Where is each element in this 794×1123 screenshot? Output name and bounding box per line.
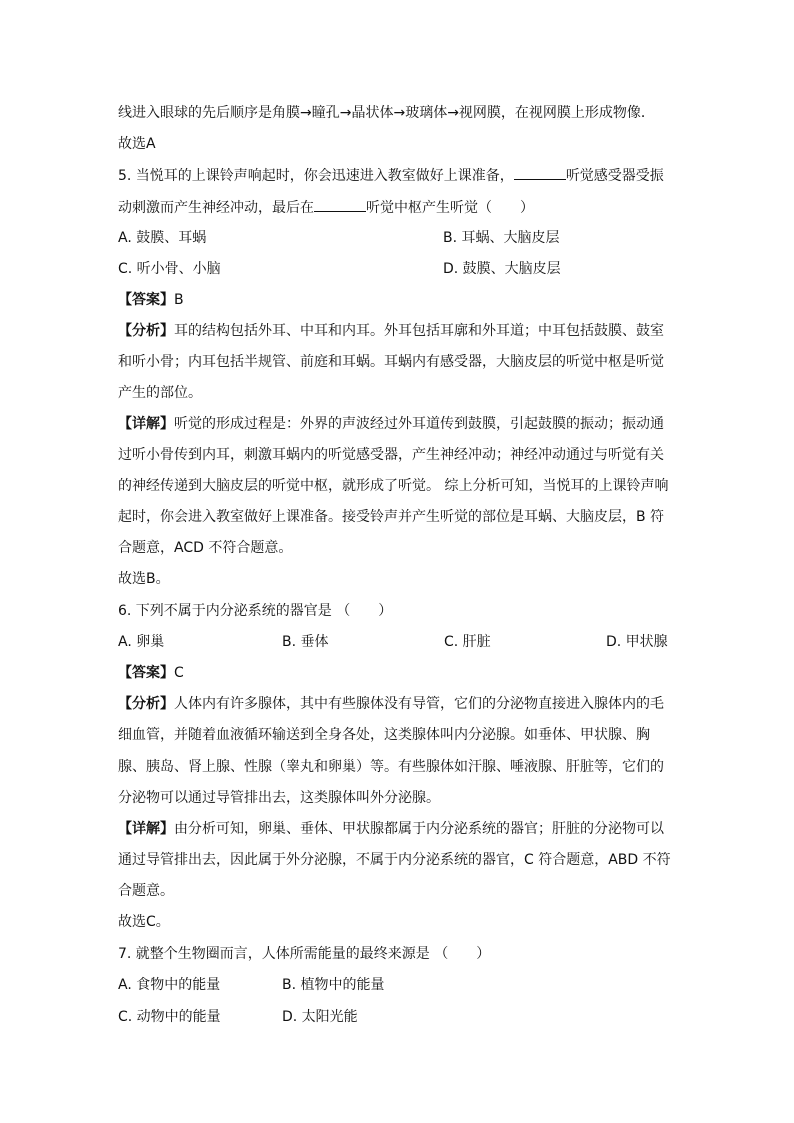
question-5-text: 动刺激而产生神经冲动，最后在 bbox=[118, 200, 314, 216]
analysis-text: 耳的结构包括外耳、中耳和内耳。外耳包括耳廓和外耳道；中耳包括鼓膜、鼓室 bbox=[174, 323, 664, 339]
detail-text: 合题意。 bbox=[118, 883, 174, 899]
detail-text: 听觉的形成过程是：外界的声波经过外耳道传到鼓膜，引起鼓膜的振动；振动通 bbox=[174, 416, 664, 432]
analysis-line bbox=[118, 321, 664, 341]
detail-text: 通过导管排出去，因此属于外分泌腺，不属于内分泌系统的器官，C 符合题意，ABD 不符 bbox=[118, 852, 671, 868]
question-5-line-1 bbox=[118, 165, 664, 186]
fill-blank bbox=[514, 165, 566, 180]
answer-selection: 故选A bbox=[118, 136, 156, 152]
option-d: D. 太阳光能 bbox=[282, 1009, 358, 1025]
option-c: C. 听小骨、小脑 bbox=[118, 261, 221, 277]
detail-label: 【详解】 bbox=[118, 416, 174, 432]
option-a: A. 鼓膜、耳蜗 bbox=[118, 230, 207, 246]
analysis-text: 人体内有许多腺体，其中有些腺体没有导管，它们的分泌物直接进入腺体内的毛 bbox=[174, 696, 664, 712]
detail-label: 【详解】 bbox=[118, 821, 174, 837]
analysis-text: 分泌物可以通过导管排出去，这类腺体叫外分泌腺。 bbox=[118, 790, 440, 806]
question-5-text: 听觉中枢产生听觉（ ） bbox=[366, 200, 534, 216]
detail-line bbox=[118, 819, 664, 839]
option-d: D. 甲状腺 bbox=[606, 634, 668, 650]
analysis-text: 产生的部位。 bbox=[118, 385, 202, 401]
question-5-line-2 bbox=[118, 197, 534, 218]
detail-text: 的神经传递到大脑皮层的听觉中枢，就形成了听觉。 综上分析可知，当悦耳的上课铃声响 bbox=[118, 478, 669, 494]
analysis-label: 【分析】 bbox=[118, 323, 174, 339]
detail-text: 合题意，ACD 不符合题意。 bbox=[118, 540, 293, 556]
analysis-text: 细血管，并随着血液循环输送到全身各处，这类腺体叫内分泌腺。如垂体、甲状腺、胸 bbox=[118, 727, 650, 743]
detail-line bbox=[118, 414, 664, 434]
analysis-label: 【分析】 bbox=[118, 696, 174, 712]
question-6: 6. 下列不属于内分泌系统的器官是 （ ） bbox=[118, 603, 393, 619]
option-a: A. 食物中的能量 bbox=[118, 977, 221, 993]
fill-blank bbox=[314, 197, 366, 212]
question-7: 7. 就整个生物圈而言，人体所需能量的最终来源是 （ ） bbox=[118, 946, 491, 962]
detail-text: 起时，你会进入教室做好上课准备。接受铃声并产生听觉的部位是耳蜗、大脑皮层，B 符 bbox=[118, 509, 665, 525]
answer-value: B bbox=[174, 292, 184, 308]
answer-line bbox=[118, 290, 184, 310]
answer-line bbox=[118, 663, 184, 683]
answer-value: C bbox=[174, 665, 184, 681]
answer-label: 【答案】 bbox=[118, 292, 174, 308]
question-5-text: 5. 当悦耳的上课铃声响起时，你会迅速进入教室做好上课准备， bbox=[118, 168, 514, 184]
answer-label: 【答案】 bbox=[118, 665, 174, 681]
option-b: B. 耳蜗、大脑皮层 bbox=[443, 230, 560, 246]
question-5-text: 听觉感受器受振 bbox=[565, 168, 664, 184]
answer-selection: 故选B。 bbox=[118, 571, 170, 587]
option-b: B. 植物中的能量 bbox=[282, 977, 385, 993]
detail-text: 过听小骨传到内耳，刺激耳蜗内的听觉感受器，产生神经冲动；神经冲动通过与听觉有关 bbox=[118, 447, 664, 463]
analysis-text: 腺、胰岛、肾上腺、性腺（睾丸和卵巢）等。有些腺体如汗腺、唾液腺、肝脏等，它们的 bbox=[118, 759, 664, 775]
text-line: 线进入眼球的先后顺序是角膜→瞳孔→晶状体→玻璃体→视网膜，在视网膜上形成物像． bbox=[118, 105, 655, 121]
analysis-text: 和听小骨；内耳包括半规管、前庭和耳蜗。耳蜗内有感受器，大脑皮层的听觉中枢是听觉 bbox=[118, 354, 664, 370]
option-c: C. 肝脏 bbox=[444, 634, 491, 650]
option-b: B. 垂体 bbox=[282, 634, 329, 650]
answer-selection: 故选C。 bbox=[118, 914, 170, 930]
analysis-line bbox=[118, 694, 664, 714]
option-a: A. 卵巢 bbox=[118, 634, 165, 650]
option-d: D. 鼓膜、大脑皮层 bbox=[443, 261, 561, 277]
detail-text: 由分析可知，卵巢、垂体、甲状腺都属于内分泌系统的器官；肝脏的分泌物可以 bbox=[174, 821, 664, 837]
option-c: C. 动物中的能量 bbox=[118, 1009, 221, 1025]
